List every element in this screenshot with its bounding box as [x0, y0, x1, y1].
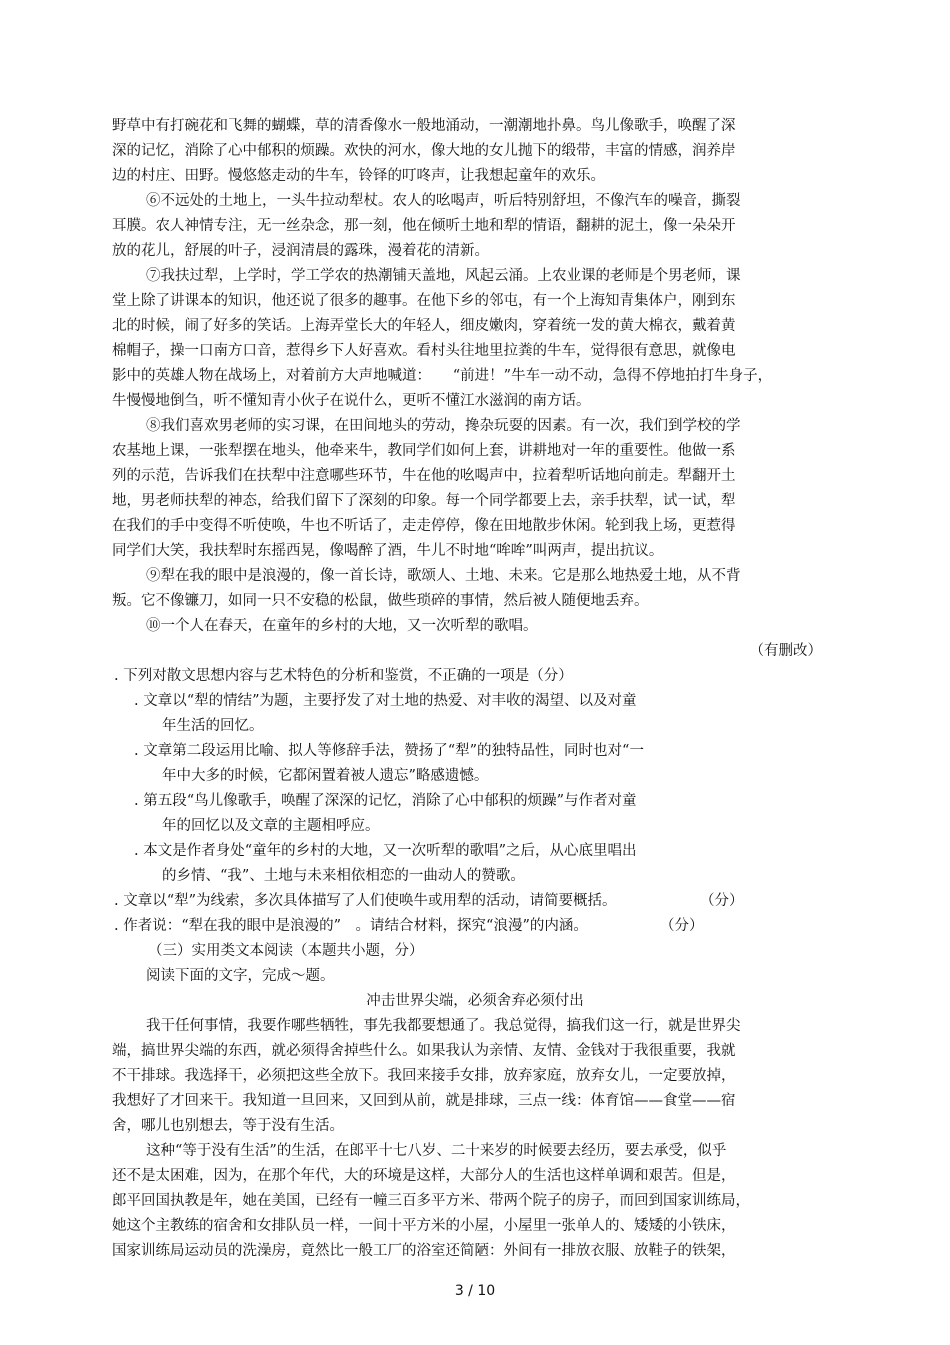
question-1-option-d-line-2: 的乡情、“我”、土地与未来相依相恋的一曲动人的赞歌。	[162, 868, 525, 884]
essay-p8-line-4: 地，男老师扶犁的神态，给我们留下了深刻的印象。每一个同学都要上去，亲手扶犁，试一试，犁	[112, 493, 736, 509]
essay-p9-line-1: ⑨犁在我的眼中是浪漫的，像一首长诗，歌颂人、土地、未来。它是那么地热爱土地，从不背	[146, 568, 741, 584]
essay-p9-line-2: 叛。它不像镰刀，如同一只不安稳的松鼠，做些琐碎的事情，然后被人随便地丢弃。	[112, 593, 649, 609]
essay-p8-line-3: 列的示范，告诉我们在扶犁中注意哪些环节，牛在他的吆喝声中，拉着犁听话地向前走。犁翻开土	[112, 468, 736, 484]
question-1-option-c-line-2: 年的回忆以及文章的主题相呼应。	[162, 818, 380, 834]
essay-p5-line-1: 野草中有打碗花和飞舞的蝴蝶，草的清香像水一般地涌动，一潮潮地扑鼻。鸟儿像歌手，唤醒了深	[112, 118, 736, 134]
question-1-stem: . 下列对散文思想内容与艺术特色的分析和鉴赏，不正确的一项是（分）	[114, 668, 573, 684]
essay-p5-line-2: 深的记忆，消除了心中郁积的烦躁。欢快的河水，像大地的女儿抛下的缎带，丰富的情感，润养岸	[112, 143, 736, 159]
essay-p7-line-6: 牛慢慢地倒刍，听不懂知青小伙子在说什么，更听不懂江水滋润的南方话。	[112, 393, 591, 409]
question-1-option-c-line-1: . 第五段“鸟儿像歌手，唤醒了深深的记忆，消除了心中郁积的烦躁”与作者对童	[134, 793, 637, 809]
essay-p8-line-6: 同学们大笑，我扶犁时东摇西晃，像喝醉了酒，牛儿不时地“哞哞”叫两声，提出抗议。	[112, 543, 664, 559]
article-p2-line-4: 她这个主教练的宿舍和女排队员一样，一间十平方米的小屋，小屋里一张单人的、矮矮的小铁床，	[112, 1218, 736, 1234]
question-2-text: . 文章以“犁”为线索，多次具体描写了人们使唤牛或用犁的活动，请简要概括。	[114, 893, 617, 909]
article-p2-line-1: 这种“等于没有生活”的生活，在郎平十七八岁、二十来岁的时候要去经历，要去承受，似乎	[146, 1143, 727, 1159]
abridged-note: （有删改）	[749, 643, 822, 659]
essay-p5-line-3: 边的村庄、田野。慢悠悠走动的牛车，铃铎的叮咚声，让我想起童年的欢乐。	[112, 168, 605, 184]
article-title: 冲击世界尖端，必须舍弃必须付出	[366, 993, 584, 1009]
essay-p7-line-4: 棉帽子，操一口南方口音，惹得乡下人好喜欢。看村头往地里拉粪的牛车，觉得很有意思，就像电	[112, 343, 736, 359]
article-p2-line-5: 国家训练局运动员的洗澡房，竟然比一般工厂的浴室还简陋：外间有一排放衣服、放鞋子的铁架，	[112, 1243, 736, 1259]
section-3-heading: （三）实用类文本阅读（本题共小题，分）	[148, 943, 424, 959]
essay-p8-line-5: 在我们的手中变得不听使唤，牛也不听话了，走走停停，像在田地散步休闲。轮到我上场，更惹得	[112, 518, 736, 534]
article-p1-line-4: 我想好了才回来干。我知道一旦回来，又回到从前，就是排球，三点一线：体育馆——食堂——宿	[112, 1093, 736, 1109]
essay-p10: ⑩一个人在春天，在童年的乡村的大地，又一次听犁的歌唱。	[146, 618, 538, 634]
question-1-option-a-line-2: 年生活的回忆。	[162, 718, 264, 734]
essay-p6-line-3: 放的花儿，舒展的叶子，浸润清晨的露珠，漫着花的清新。	[112, 243, 489, 259]
essay-p8-line-1: ⑧我们喜欢男老师的实习课，在田间地头的劳动，搀杂玩耍的因素。有一次，我们到学校的学	[146, 418, 741, 434]
article-p1-line-5: 舍，哪儿也别想去，等于没有生活。	[112, 1118, 344, 1134]
essay-p6-line-1: ⑥不远处的土地上，一头牛拉动犁杖。农人的吆喝声，听后特别舒坦，不像汽车的噪音，撕裂	[146, 193, 741, 209]
essay-p7-line-1: ⑦我扶过犁，上学时，学工学农的热潮铺天盖地，风起云涌。上农业课的老师是个男老师，课	[146, 268, 741, 284]
article-p2-line-3: 郎平回国执教是年，她在美国，已经有一幢三百多平方米、带两个院子的房子，而回到国家训练局，	[112, 1193, 750, 1209]
question-1-option-a-line-1: . 文章以“犁的情结”为题，主要抒发了对土地的热爱、对丰收的渴望、以及对童	[134, 693, 637, 709]
section-3-instruction: 阅读下面的文字，完成～题。	[146, 968, 335, 984]
question-2-score: （分）	[700, 893, 744, 909]
page-number: 3 / 10	[454, 1283, 496, 1299]
essay-p8-line-2: 农基地上课，一张犁摆在地头，他牵来牛，教同学们如何上套，讲耕地对一年的重要性。他做一系	[112, 443, 736, 459]
article-p2-line-2: 还不是太困难，因为，在那个年代，大的环境是这样，大部分人的生活也这样单调和艰苦。但是，	[112, 1168, 736, 1184]
article-p1-line-2: 端，搞世界尖端的东西，就必须得舍掉些什么。如果我认为亲情、友情、金钱对于我很重要，我就	[112, 1043, 736, 1059]
essay-p6-line-2: 耳膜。农人神情专注，无一丝杂念，那一刻，他在倾听土地和犁的情语，翻耕的泥土，像一朵朵开	[112, 218, 736, 234]
question-3-text: . 作者说：“犁在我的眼中是浪漫的” 。请结合材料，探究“浪漫”的内涵。	[114, 918, 588, 934]
article-p1-line-1: 我干任何事情，我要作哪些牺牲，事先我都要想通了。我总觉得，搞我们这一行，就是世界尖	[146, 1018, 741, 1034]
question-3-score: （分）	[660, 918, 704, 934]
essay-p7-line-5: 影中的英雄人物在战场上，对着前方大声地喊道： “前进！”牛车一动不动，急得不停地拍打牛身子，	[112, 368, 773, 384]
article-p1-line-3: 不干排球。我选择干，必须把这些全放下。我回来接手女排，放弃家庭，放弃女儿，一定要放掉，	[112, 1068, 736, 1084]
question-1-option-d-line-1: . 本文是作者身处“童年的乡村的大地，又一次听犁的歌唱”之后，从心底里唱出	[134, 843, 637, 859]
question-1-option-b-line-2: 年中大多的时候，它都闲置着被人遗忘”略感遗憾。	[162, 768, 489, 784]
essay-p7-line-2: 堂上除了讲课本的知识，他还说了很多的趣事。在他下乡的邻屯，有一个上海知青集体户，刚到东	[112, 293, 736, 309]
question-1-option-b-line-1: . 文章第二段运用比喻、拟人等修辞手法，赞扬了“犁”的独特品性，同时也对“一	[134, 743, 644, 759]
essay-p7-line-3: 北的时候，闹了好多的笑话。上海弄堂长大的年轻人，细皮嫩肉，穿着统一发的黄大棉衣，戴着黄	[112, 318, 736, 334]
